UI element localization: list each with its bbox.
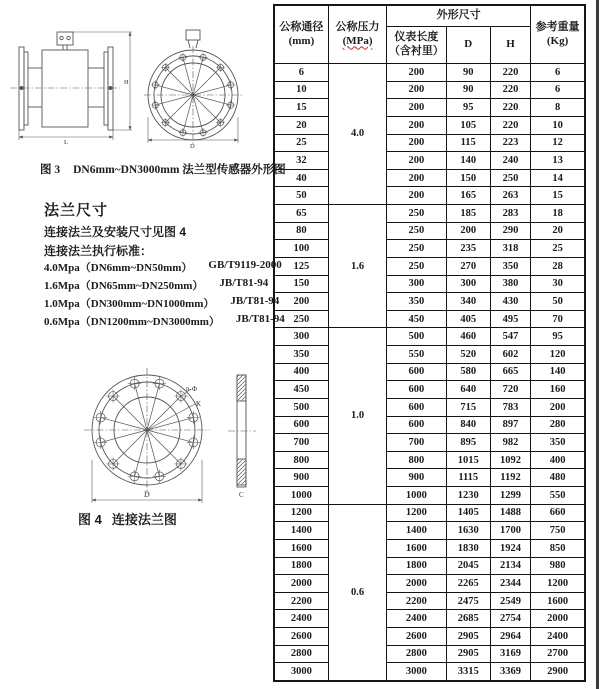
table-cell: 160 [531,381,585,399]
table-cell: 220 [490,116,530,134]
standard-code: JB/T81-94 [219,277,269,289]
table-cell: 165 [446,187,490,205]
table-cell: 15 [531,187,585,205]
table-cell: 25 [531,240,585,258]
pressure-cell: 0.6 [328,504,386,681]
dim-label-d: D [190,143,195,150]
table-cell: 200 [387,134,446,152]
table-cell: 2905 [446,628,490,646]
table-cell: 13 [531,152,585,170]
table-cell: 290 [490,222,530,240]
table-cell: 350 [490,257,530,275]
dim-label-h: H [124,79,129,86]
table-cell: 250 [387,257,446,275]
table-cell: 1000 [387,487,446,505]
table-cell: 1488 [490,504,530,522]
table-cell: 3315 [446,663,490,681]
table-cell: 1800 [274,557,328,575]
table-cell: 2200 [387,592,446,610]
table-cell: 30 [531,275,585,293]
table-cell: 15 [274,99,328,117]
table-row [274,592,585,610]
table-row [274,575,585,593]
table-cell: 1200 [387,504,446,522]
table-cell: 2900 [531,663,585,681]
table-cell: 600 [387,363,446,381]
figure4-caption-text: 连接法兰图 [111,512,177,527]
table-cell: 240 [490,152,530,170]
header-d: D [446,27,490,64]
table-row [274,663,585,681]
table-row [274,169,585,187]
table-cell: 380 [490,275,530,293]
table-cell: 895 [446,434,490,452]
table-cell: 270 [446,257,490,275]
table-cell: 600 [387,416,446,434]
table-row [274,434,585,452]
table-cell: 220 [490,64,530,82]
standard-code: JB/T81-94 [230,295,280,307]
table-cell: 2700 [531,645,585,663]
table-row [274,222,585,240]
table-cell: 115 [446,134,490,152]
table-cell: 1299 [490,487,530,505]
figure4-caption [78,509,177,528]
figure4-drawing [58,360,270,510]
table-cell: 500 [387,328,446,346]
standard-range: 1.0Mpa（DN300mm~DN1000mm） [44,298,215,310]
table-cell: 1600 [531,592,585,610]
table-cell: 2685 [446,610,490,628]
table-cell: 350 [274,346,328,364]
header-length: 仪表长度 （含衬里） [387,27,446,64]
standard-row [44,277,268,293]
pressure-cell: 1.6 [328,205,386,328]
table-cell: 200 [387,64,446,82]
table-cell: 3000 [387,663,446,681]
pressure-cell: 1.0 [328,328,386,504]
standard-row [44,313,285,329]
table-cell: 185 [446,205,490,223]
table-cell: 50 [531,293,585,311]
table-cell: 200 [387,99,446,117]
label-c: C [239,491,244,499]
table-cell: 1200 [274,504,328,522]
table-cell: 1630 [446,522,490,540]
table-body [274,64,585,682]
table-cell: 1924 [490,539,530,557]
table-cell: 318 [490,240,530,258]
table-cell: 660 [531,504,585,522]
table-cell: 220 [490,81,530,99]
table-row [274,187,585,205]
table-cell: 700 [274,434,328,452]
table-cell: 3169 [490,645,530,663]
standard-range: 0.6Mpa（DN1200mm~DN3000mm） [44,316,220,328]
table-cell: 600 [387,381,446,399]
table-cell: 20 [531,222,585,240]
table-row [274,487,585,505]
figure3-caption-text: DN6mm~DN3000mm 法兰型传感器外形图 [73,164,286,176]
table-cell: 600 [274,416,328,434]
table-cell: 28 [531,257,585,275]
table-row [274,381,585,399]
spec-table-wrap [273,4,586,682]
table-row [274,363,585,381]
pressure-cell: 4.0 [328,64,386,205]
table-cell: 300 [274,328,328,346]
table-cell: 1192 [490,469,530,487]
table-cell: 1800 [387,557,446,575]
table-cell: 90 [446,64,490,82]
table-cell: 8 [531,99,585,117]
table-row [274,539,585,557]
standard-range: 4.0Mpa（DN6mm~DN50mm） [44,262,193,274]
spec-table [273,4,586,682]
table-cell: 2964 [490,628,530,646]
table-cell: 2200 [274,592,328,610]
table-cell: 10 [531,116,585,134]
table-cell: 14 [531,169,585,187]
table-cell: 980 [531,557,585,575]
table-cell: 1405 [446,504,490,522]
table-cell: 2600 [387,628,446,646]
table-row [274,645,585,663]
right-edge-line [596,0,599,689]
table-cell: 340 [446,293,490,311]
table-cell: 400 [531,451,585,469]
header-outline-dims: 外形尺寸 [387,5,531,27]
table-cell: 460 [446,328,490,346]
table-cell: 2400 [274,610,328,628]
table-cell: 200 [531,398,585,416]
table-cell: 783 [490,398,530,416]
table-cell: 897 [490,416,530,434]
table-cell: 235 [446,240,490,258]
table-cell: 982 [490,434,530,452]
table-cell: 150 [446,169,490,187]
table-cell: 2475 [446,592,490,610]
table-cell: 200 [387,116,446,134]
table-row [274,293,585,311]
table-cell: 550 [387,346,446,364]
table-cell: 1600 [274,539,328,557]
table-row [274,628,585,646]
table-cell: 140 [531,363,585,381]
table-cell: 95 [531,328,585,346]
table-cell: 1015 [446,451,490,469]
table-cell: 2600 [274,628,328,646]
figure3-caption-label: 图 3 [40,164,61,176]
table-cell: 50 [274,187,328,205]
table-cell: 70 [531,310,585,328]
table-row [274,152,585,170]
table-cell: 2045 [446,557,490,575]
table-cell: 32 [274,152,328,170]
table-cell: 200 [387,169,446,187]
table-cell: 840 [446,416,490,434]
table-cell: 715 [446,398,490,416]
standard-range: 1.6Mpa（DN65mm~DN250mm） [44,280,204,292]
table-row [274,257,585,275]
table-cell: 120 [531,346,585,364]
table-cell: 200 [387,81,446,99]
table-cell: 10 [274,81,328,99]
table-cell: 250 [387,205,446,223]
flange-line2: 连接法兰执行标准： [44,244,153,258]
table-cell: 1230 [446,487,490,505]
table-row [274,205,585,223]
table-cell: 400 [274,363,328,381]
table-cell: 200 [387,152,446,170]
table-row [274,416,585,434]
table-cell: 65 [274,205,328,223]
table-row [274,116,585,134]
table-cell: 495 [490,310,530,328]
table-cell: 800 [387,451,446,469]
table-cell: 200 [387,187,446,205]
table-row [274,81,585,99]
table-cell: 250 [387,240,446,258]
table-row [274,610,585,628]
table-cell: 2134 [490,557,530,575]
table-cell: 900 [387,469,446,487]
table-cell: 25 [274,134,328,152]
table-cell: 750 [531,522,585,540]
standard-row [44,259,282,275]
table-cell: 2800 [274,645,328,663]
table-cell: 263 [490,187,530,205]
table-cell: 223 [490,134,530,152]
table-row [274,240,585,258]
figure3-drawing [8,22,260,164]
table-cell: 2000 [531,610,585,628]
table-row [274,275,585,293]
table-cell: 430 [490,293,530,311]
table-cell: 1400 [387,522,446,540]
table-cell: 6 [531,81,585,99]
table-cell: 900 [274,469,328,487]
table-cell: 2800 [387,645,446,663]
table-cell: 640 [446,381,490,399]
label-k: K [196,400,202,408]
standard-row [44,295,279,311]
standard-code: JB/T81-94 [235,313,285,325]
table-cell: 3000 [274,663,328,681]
header-h: H [490,27,530,64]
table-cell: 665 [490,363,530,381]
table-row [274,310,585,328]
table-cell: 450 [274,381,328,399]
table-cell: 200 [446,222,490,240]
header-pressure: 公称压力 (MPa) [328,5,386,64]
table-row [274,557,585,575]
figure4-caption-label: 图 4 [78,512,102,527]
table-cell: 250 [274,310,328,328]
table-cell: 547 [490,328,530,346]
table-cell: 2905 [446,645,490,663]
table-cell: 700 [387,434,446,452]
table-cell: 850 [531,539,585,557]
table-row [274,469,585,487]
sensor-body-icon [42,50,88,127]
table-row [274,451,585,469]
table-cell: 800 [274,451,328,469]
table-row [274,504,585,522]
header-weight: 参考重量 (Kg) [531,5,585,64]
table-cell: 1700 [490,522,530,540]
table-cell: 1092 [490,451,530,469]
table-cell: 1400 [274,522,328,540]
label-d: D [144,490,150,499]
table-cell: 550 [531,487,585,505]
table-row [274,64,585,82]
table-cell: 2000 [274,575,328,593]
table-cell: 2549 [490,592,530,610]
table-cell: 300 [387,275,446,293]
table-cell: 6 [274,64,328,82]
table-cell: 2400 [531,628,585,646]
table-cell: 405 [446,310,490,328]
table-cell: 3369 [490,663,530,681]
section-heading: 法兰尺寸 [44,202,109,219]
table-cell: 200 [274,293,328,311]
table-cell: 90 [446,81,490,99]
table-cell: 12 [531,134,585,152]
table-cell: 500 [274,398,328,416]
table-cell: 1000 [274,487,328,505]
table-cell: 18 [531,205,585,223]
table-cell: 125 [274,257,328,275]
table-cell: 150 [274,275,328,293]
table-cell: 105 [446,116,490,134]
table-cell: 220 [490,99,530,117]
table-cell: 2000 [387,575,446,593]
table-cell: 580 [446,363,490,381]
table-cell: 283 [490,205,530,223]
table-cell: 250 [490,169,530,187]
table-row [274,522,585,540]
header-diameter: 公称通径 (mm) [274,5,328,64]
table-cell: 250 [387,222,446,240]
table-cell: 450 [387,310,446,328]
table-cell: 602 [490,346,530,364]
table-cell: 1200 [531,575,585,593]
table-cell: 20 [274,116,328,134]
table-cell: 300 [446,275,490,293]
converter-box-icon [57,32,73,45]
flange-line1: 连接法兰及安装尺寸见图 4 [44,225,187,239]
table-cell: 280 [531,416,585,434]
standard-code: GB/T9119-2000 [208,259,282,271]
table-row [274,99,585,117]
table-cell: 100 [274,240,328,258]
table-cell: 480 [531,469,585,487]
table-cell: 1115 [446,469,490,487]
figure3-caption [40,161,286,177]
table-cell: 2754 [490,610,530,628]
table-cell: 600 [387,398,446,416]
table-cell: 350 [531,434,585,452]
table-cell: 2265 [446,575,490,593]
table-cell: 80 [274,222,328,240]
table-cell: 2400 [387,610,446,628]
table-cell: 95 [446,99,490,117]
table-row [274,134,585,152]
table-cell: 720 [490,381,530,399]
table-cell: 520 [446,346,490,364]
table-cell: 40 [274,169,328,187]
table-cell: 350 [387,293,446,311]
label-n-phi: n-Φ [186,385,197,393]
table-row [274,398,585,416]
table-cell: 1830 [446,539,490,557]
table-cell: 2344 [490,575,530,593]
table-cell: 6 [531,64,585,82]
table-cell: 140 [446,152,490,170]
table-row [274,346,585,364]
table-row [274,328,585,346]
table-cell: 1600 [387,539,446,557]
dim-label-l: L [64,139,68,146]
